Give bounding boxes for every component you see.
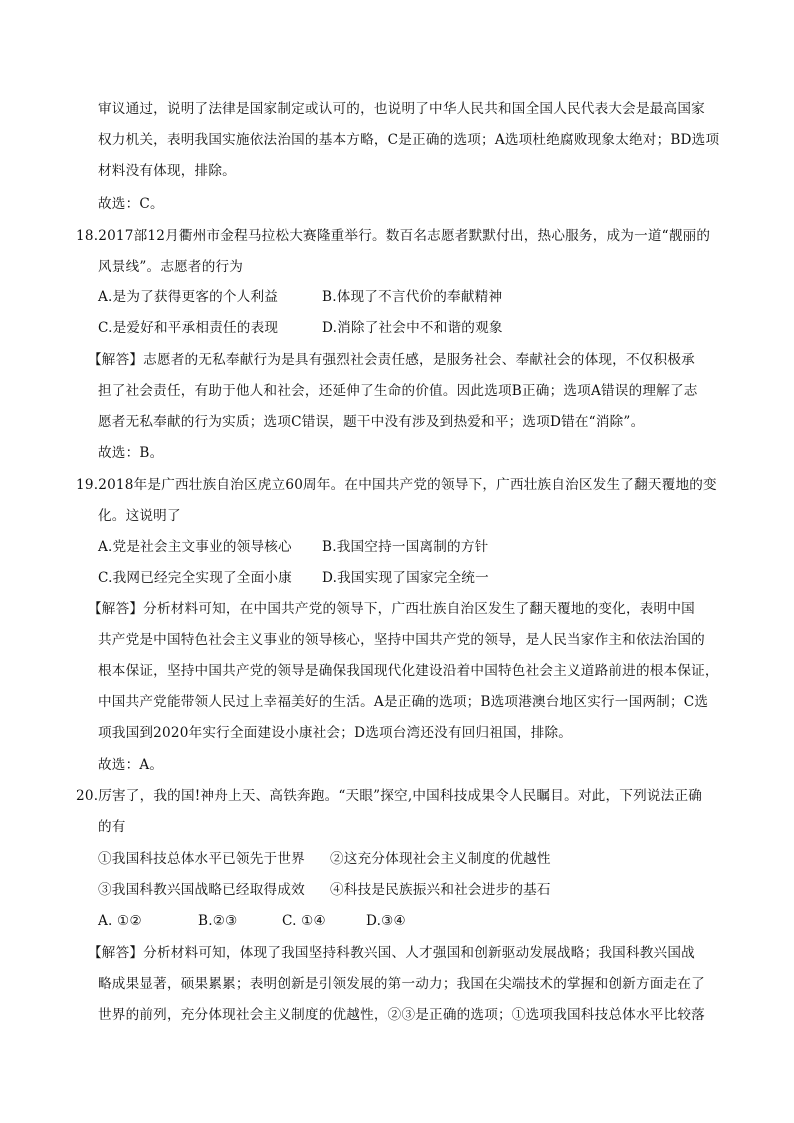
q19-option-c: C.我网已经完全实现了全面小康 — [98, 570, 292, 586]
q20-stem-cont: 的有 — [98, 819, 126, 835]
q19-answer-line: 项我国到2020年实行全面建设小康社会；D选项台湾还没有回归祖国，排除。 — [98, 725, 573, 741]
q19-answer-line: 【解答】分析材料可知，在中国共产党的领导下，广西壮族自治区发生了翻天覆地的变化，表明中国 — [88, 601, 695, 617]
prev-answer-line: 材料没有体现，排除。 — [98, 163, 236, 179]
q18-option-d: D.消除了社会中不和谐的观象 — [322, 320, 503, 336]
q19-stem: 19.2018年是广西壮族自治区虎立60周年。在中国共产党的领导下，广西壮族自治区发生了翻天覆地的变 — [76, 477, 717, 493]
prev-answer-result: 故选：C。 — [98, 196, 164, 212]
prev-answer-line: 权力机关，表明我国实施依法治国的基本方略，C是正确的选项；A选项杜绝腐败现象太绝对；BD选项 — [98, 132, 720, 148]
q19-stem-cont: 化。这说明了 — [98, 508, 181, 524]
q18-option-c: C.是爱好和平承相责任的表现 — [98, 320, 279, 336]
q18-answer-line: 愿者无私奉献的行为实质；选项C错误，题干中没有涉及到热爱和平；选项D错在“消除”。 — [98, 414, 645, 430]
q19-option-b: B.我国空持一国离制的方针 — [322, 539, 489, 555]
q18-option-a: A.是为了获得更客的个人利益 — [98, 289, 279, 305]
q20-statement-1: ①我国科技总体水平已领先于世界 — [98, 851, 305, 867]
q20-statement-2: ②这充分体现社会主义制度的优越性 — [330, 851, 551, 867]
q20-choice-b: B.②③ — [198, 913, 238, 929]
q19-answer-line: 中国共产党能带领人民过上幸福美好的生活。A是正确的选项；B选项港澳台地区实行一国两制；C选 — [98, 694, 709, 710]
q20-statement-4: ④科技是民族振兴和社会进步的基石 — [330, 882, 551, 898]
prev-answer-line: 审议通过，说明了法律是国家制定或认可的，也说明了中华人民共和国全国人民代表大会是最高国家 — [98, 101, 705, 117]
q20-answer-line: 略成果显著，硕果累累；表明创新是引领发展的第一动力；我国在尖端技术的掌握和创新方面走在了 — [98, 976, 705, 992]
q18-answer-line: 担了社会责任，有助于他人和社会，还延伸了生命的价值。因此选项B正确；选项A错误的理解了志 — [98, 383, 698, 399]
q19-answer-line: 根本保证，坚持中国共产党的领导是确保我国现代化建设沿着中国特色社会主义道路前进的根本保证， — [98, 663, 719, 679]
q18-stem-cont: 风景线”。志愿者的行为 — [98, 259, 244, 275]
q20-stem: 20.厉害了，我的国!神舟上天、高铁奔跑。“天眼”探空,中国科技成果令人民瞩目。对此，下列说法正确 — [76, 788, 703, 804]
q20-statement-3: ③我国科教兴国战略已经取得成效 — [98, 882, 305, 898]
q19-result: 故选：A。 — [98, 757, 164, 773]
q19-answer-line: 共产党是中国特色社会主义事业的领导核心，坚持中国共产党的领导，是人民当家作主和依法治国的 — [98, 632, 705, 648]
q20-choice-a: A. ①② — [98, 913, 142, 929]
q18-stem: 18.2017部12月衢州市金程马拉松大赛隆重举行。数百名志愿者默默付出，热心服务，成为一道“靓丽的 — [76, 228, 711, 244]
q18-answer-line: 【解答】志愿者的无私奉献行为是具有强烈社会责任感，是服务社会、奉献社会的体现，不仅积极承 — [88, 352, 695, 368]
q20-answer-line: 【解答】分析材料可知，体现了我国坚持科教兴国、人才强国和创新驱动发展战略；我国科教兴国战 — [88, 945, 695, 961]
q19-option-d: D.我国实现了国家完全统一 — [322, 570, 489, 586]
q20-answer-line: 世界的前列，充分体现社会主义制度的优越性，②③是正确的选项；①选项我国科技总体水平比较落 — [98, 1007, 705, 1023]
q20-choice-c: C. ①④ — [282, 913, 326, 929]
q20-choice-d: D.③④ — [366, 913, 406, 929]
q18-result: 故选：B。 — [98, 445, 164, 461]
q18-option-b: B.体现了不言代价的奉献精神 — [322, 289, 503, 305]
q19-option-a: A.党是社会主文事业的领导核心 — [98, 539, 292, 555]
